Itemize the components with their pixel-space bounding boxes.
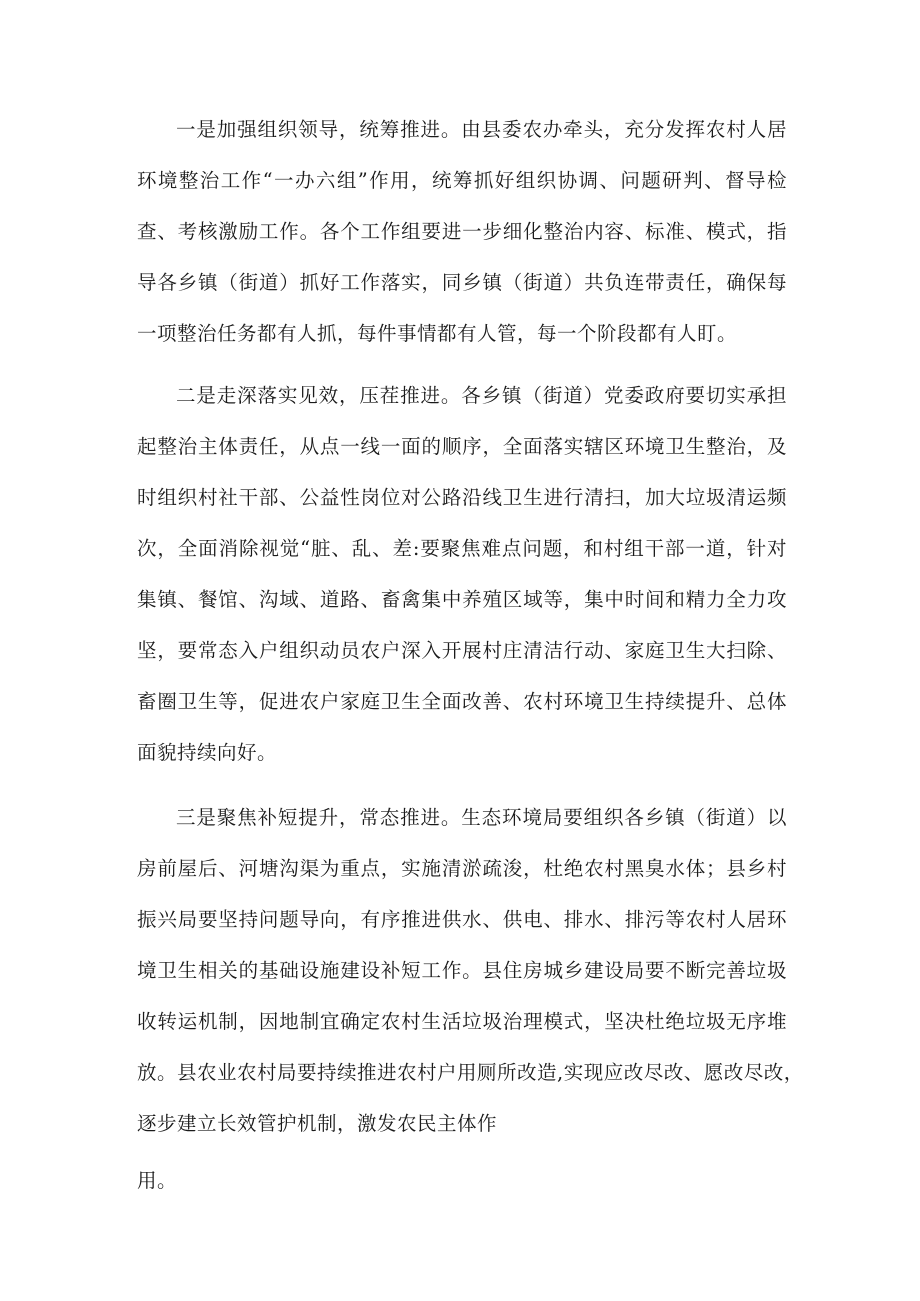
paragraph-line: 查、考核激励工作。各个工作组要进一步细化整治内容、标准、模式，指 bbox=[137, 220, 787, 243]
paragraph-line: 逐步建立长效管护机制，激发农民主体作 bbox=[137, 1112, 498, 1135]
paragraph-line: 坚，要常态入户组织动员农户深入开展村庄清洁行动、家庭卫生大扫除、 bbox=[137, 639, 787, 662]
paragraph-line: 畜圈卫生等，促进农户家庭卫生全面改善、农村环境卫生持续提升、总体 bbox=[137, 690, 787, 713]
paragraph-line: 次，全面消除视觉“脏、乱、差:要聚焦难点问题，和村组干部一道，针对 bbox=[137, 537, 787, 560]
paragraph-line: 房前屋后、河塘沟渠为重点，实施清淤疏浚，杜绝农村黑臭水体；县乡村 bbox=[137, 857, 787, 880]
paragraph-line: 放。县农业农村局要持续推进农村户用厕所改造,实现应改尽改、愿改尽改， bbox=[137, 1061, 804, 1084]
paragraph-line: 集镇、餐馆、沟域、道路、畜禽集中养殖区域等，集中时间和精力全力攻 bbox=[137, 588, 787, 611]
paragraph-line: 时组织村社干部、公益性岗位对公路沿线卫生进行清扫，加大垃圾清运频 bbox=[137, 486, 787, 509]
paragraph-line: 境卫生相关的基础设施建设补短工作。县住房城乡建设局要不断完善垃圾 bbox=[137, 959, 787, 982]
paragraph-line: 导各乡镇（街道）抓好工作落实，同乡镇（街道）共负连带责任，确保每 bbox=[137, 271, 787, 294]
paragraph-line: 用。 bbox=[137, 1169, 178, 1192]
paragraph-line: 一项整治任务都有人抓，每件事情都有人管，每一个阶段都有人盯。 bbox=[137, 322, 738, 345]
paragraph-line: 三是聚焦补短提升，常态推进。生态环境局要组织各乡镇（街道）以 bbox=[176, 806, 787, 829]
paragraph-line: 一是加强组织领导，统筹推进。由县委农办牵头，充分发挥农村人居 bbox=[176, 118, 787, 141]
paragraph-line: 收转运机制，因地制宜确定农村生活垃圾治理模式，坚决杜绝垃圾无序堆 bbox=[137, 1010, 787, 1033]
paragraph-line: 起整治主体责任，从点一线一面的顺序，全面落实辖区环境卫生整治，及 bbox=[137, 435, 787, 458]
paragraph-line: 振兴局要坚持问题导向，有序推进供水、供电、排水、排污等农村人居环 bbox=[137, 908, 787, 931]
paragraph-line: 环境整治工作“一办六组”作用，统筹抓好组织协调、问题研判、督导检 bbox=[137, 169, 787, 192]
paragraph-line: 二是走深落实见效，压茬推进。各乡镇（街道）党委政府要切实承担 bbox=[176, 384, 787, 407]
paragraph-line: 面貌持续向好。 bbox=[137, 741, 278, 764]
